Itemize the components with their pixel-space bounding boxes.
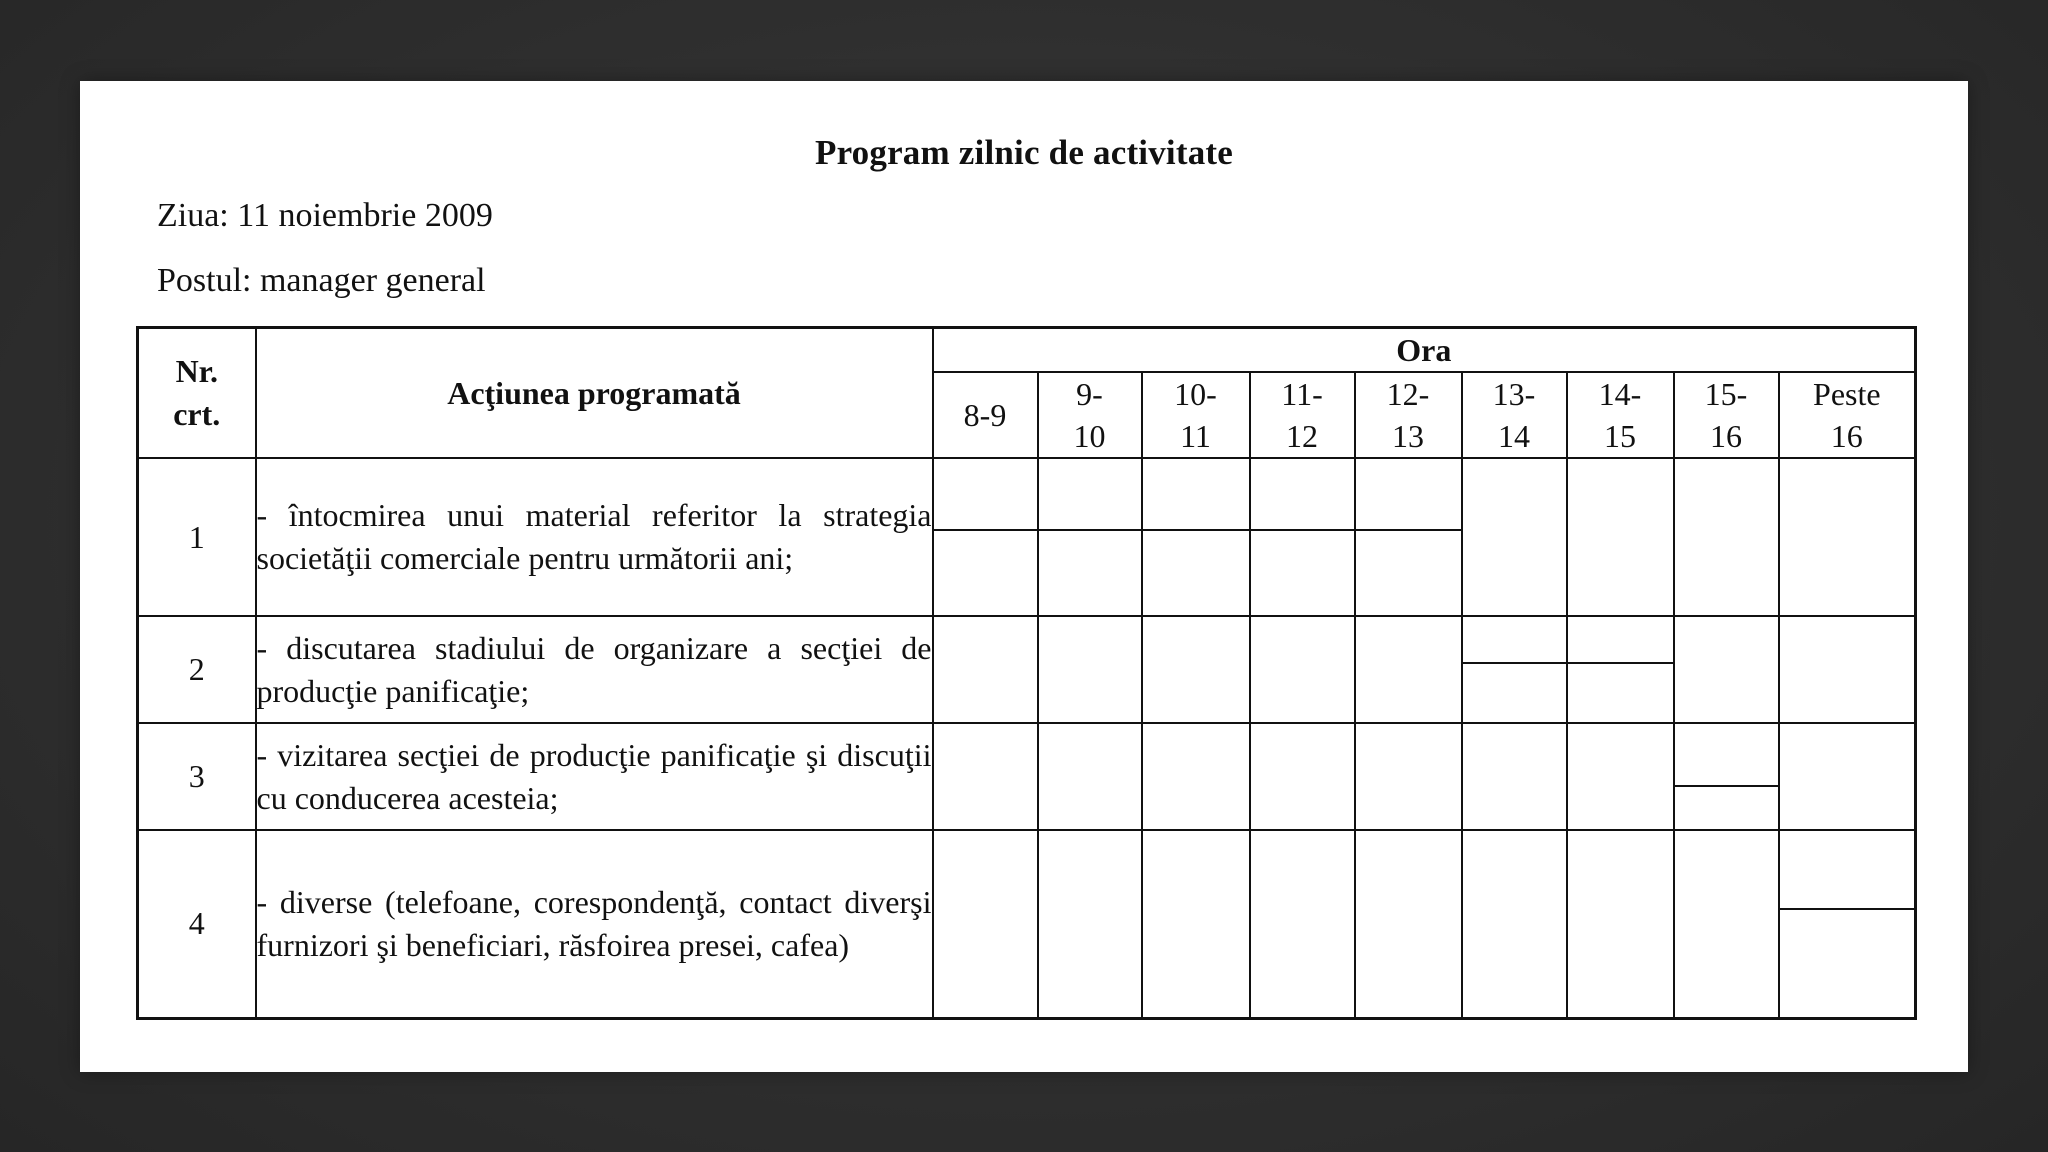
document-title: Program zilnic de activitate: [814, 133, 1233, 172]
row-number: 2: [138, 616, 256, 723]
hour-header: 9- 10: [1038, 372, 1142, 458]
hour-header: 15- 16: [1674, 372, 1779, 458]
day-line: Ziua: 11 noiembrie 2009: [157, 197, 493, 234]
hour-cell: [1250, 723, 1355, 830]
hour-header: 11- 12: [1250, 372, 1355, 458]
hour-cell: [1779, 616, 1916, 723]
hour-cell: [1142, 723, 1250, 830]
action-text: - discutarea stadiului de organizare a secţiei de producţie panificaţie;: [256, 616, 933, 723]
hour-cell: [1250, 616, 1355, 723]
hour-cell: [1038, 830, 1142, 1018]
table-row: [138, 616, 1916, 723]
row-number: 3: [138, 723, 256, 830]
action-text: - întocmirea unui material referitor la strategia societăţii comerciale pentru următorii ani;: [256, 458, 933, 616]
hour-cell: [1355, 723, 1462, 830]
hour-cell: [1462, 830, 1567, 1018]
hour-cell: [933, 458, 1038, 616]
hour-cell: [1567, 458, 1674, 616]
hour-cell: [1779, 458, 1916, 616]
hour-cell: [1674, 830, 1779, 1018]
row-number: 1: [138, 458, 256, 616]
hour-cell: [1038, 723, 1142, 830]
hour-header: 10- 11: [1142, 372, 1250, 458]
table-row: [138, 723, 1916, 830]
hour-cell: [1567, 723, 1674, 830]
hour-cell: [1142, 616, 1250, 723]
hour-header: 12- 13: [1355, 372, 1462, 458]
document-page: [80, 81, 1968, 1072]
hour-cell: [1462, 723, 1567, 830]
hour-cell: [1355, 458, 1462, 616]
header-ora: Ora: [933, 328, 1916, 373]
hour-cell: [1779, 830, 1916, 1018]
hour-header: Peste 16: [1779, 372, 1916, 458]
row-number: 4: [138, 830, 256, 1018]
hour-cell: [1674, 723, 1779, 830]
action-text: - diverse (telefoane, corespondenţă, contact diverşi furnizori şi beneficiari, răsfoirea presei, cafea): [256, 830, 933, 1018]
hour-cell: [1567, 616, 1674, 723]
hour-cell: [1674, 616, 1779, 723]
hour-cell: [1038, 616, 1142, 723]
hour-cell: [1567, 830, 1674, 1018]
hour-cell: [1038, 458, 1142, 616]
hour-cell: [933, 830, 1038, 1018]
schedule-table: [136, 326, 1917, 1020]
hour-cell: [1674, 458, 1779, 616]
header-action: Acţiunea programată: [256, 328, 933, 459]
header-row-top: [138, 328, 1916, 373]
hour-cell: [1462, 616, 1567, 723]
hour-cell: [933, 616, 1038, 723]
post-line: Postul: manager general: [157, 262, 486, 299]
hour-cell: [1250, 458, 1355, 616]
hour-cell: [1462, 458, 1567, 616]
table-row: [138, 458, 1916, 616]
hour-cell: [1355, 830, 1462, 1018]
header-nr-crt: Nr. crt.: [138, 328, 256, 459]
hour-cell: [1142, 830, 1250, 1018]
hour-cell: [933, 723, 1038, 830]
hour-cell: [1355, 616, 1462, 723]
hour-header: 14- 15: [1567, 372, 1674, 458]
table-row: [138, 830, 1916, 1018]
hour-cell: [1250, 830, 1355, 1018]
hour-cell: [1142, 458, 1250, 616]
hour-cell: [1779, 723, 1916, 830]
hour-header: 8-9: [933, 372, 1038, 458]
action-text: - vizitarea secţiei de producţie panificaţie şi discuţii cu conducerea acesteia;: [256, 723, 933, 830]
hour-header: 13- 14: [1462, 372, 1567, 458]
